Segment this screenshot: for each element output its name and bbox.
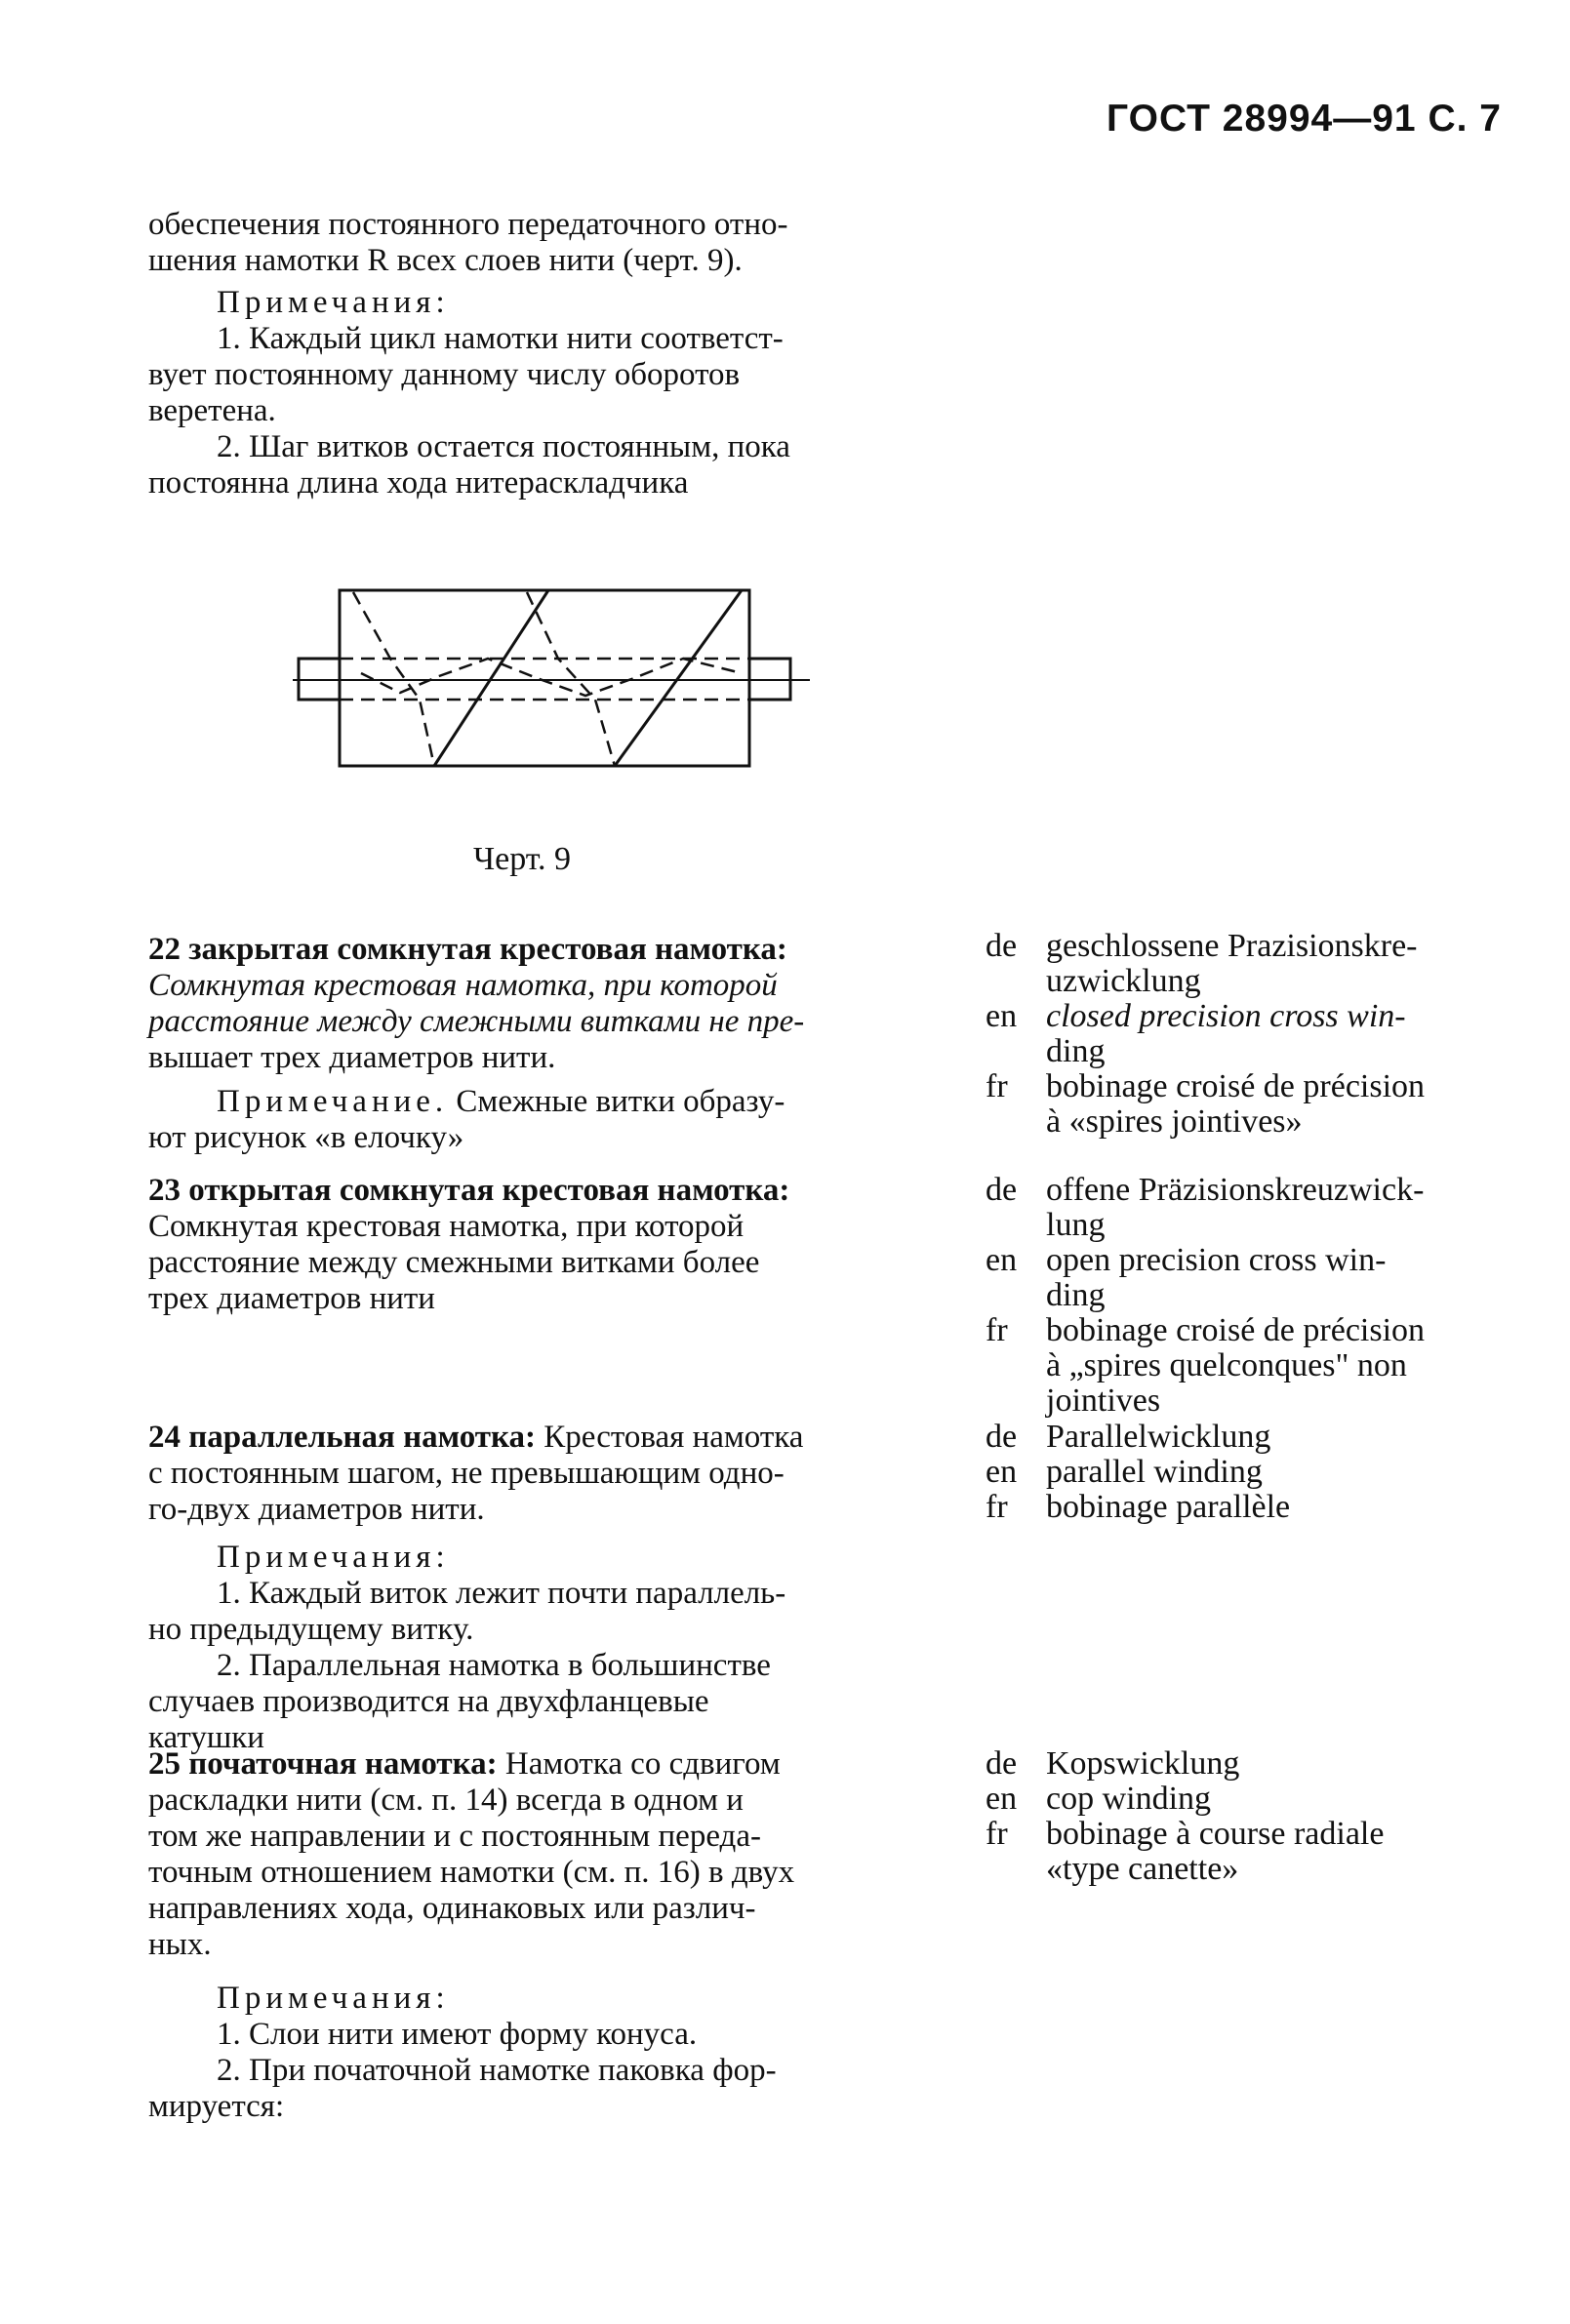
term-25-title: початочная намотка:: [188, 1746, 498, 1782]
term-23-de-1: offene Präzisionskreuzwick-: [1046, 1172, 1425, 1208]
term-22-lang-en: en: [986, 998, 1018, 1034]
term-24-note-1: 1. Каждый виток лежит почти параллель-: [217, 1576, 786, 1611]
intro-line-1: обеспечения постоянного передаточного отно-: [148, 207, 788, 242]
term-23-fr-3: jointives: [1046, 1382, 1161, 1419]
term-24-note-3: 2. Параллельная намотка в большинстве: [217, 1648, 771, 1683]
term-22-equivalents: [986, 929, 1527, 1140]
term-23-en-2: ding: [1046, 1277, 1106, 1313]
term-22: [148, 932, 939, 1156]
term-24-note-2: но предыдущему витку.: [148, 1612, 474, 1647]
term-24-first-line-rest: Крестовая намотка: [543, 1420, 804, 1455]
intro-note2-a: 2. Шаг витков остается постоянным, пока: [217, 429, 790, 464]
term-25-lang-en: en: [986, 1781, 1018, 1817]
term-23-number: 23: [148, 1173, 181, 1208]
term-24: [148, 1420, 939, 1756]
term-24-note-5: катушки: [148, 1720, 264, 1755]
term-24-lang-fr: fr: [986, 1489, 1008, 1525]
term-22-number: 22: [148, 932, 181, 967]
term-22-fr-1: bobinage croisé de précision: [1046, 1068, 1426, 1104]
winding-diagram: [293, 581, 820, 776]
term-23-title: открытая сомкнутая крестовая намотка:: [188, 1173, 790, 1208]
term-25-def-4: направлениях хода, одинаковых или различ-: [148, 1891, 756, 1926]
term-24-def-2: го-двух диаметров нити.: [148, 1492, 485, 1527]
term-24-note-4: случаев производится на двухфланцевые: [148, 1684, 709, 1719]
term-23-lang-en: en: [986, 1242, 1018, 1278]
term-25-equivalents: [986, 1746, 1527, 1887]
term-24-fr-1: bobinage parallèle: [1046, 1489, 1291, 1525]
term-22-lang-de: de: [986, 928, 1018, 964]
term-23-lang-de: de: [986, 1172, 1018, 1208]
term-24-en-1: parallel winding: [1046, 1454, 1263, 1490]
term-25-number: 25: [148, 1746, 181, 1782]
term-25-lang-fr: fr: [986, 1816, 1008, 1852]
term-22-def-2: расстояние между смежными витками не пре-: [148, 1004, 805, 1039]
term-23-def-2: расстояние между смежными витками более: [148, 1245, 760, 1280]
term-24-lang-de: de: [986, 1419, 1018, 1455]
term-22-note-label: Примечание.: [217, 1084, 449, 1119]
wave-dashed: [361, 659, 742, 696]
term-25-fr-2: «type canette»: [1046, 1851, 1239, 1887]
term-23-fr-1: bobinage croisé de précision: [1046, 1312, 1426, 1348]
intro-note2-b: постоянна длина хода нитераскладчика: [148, 465, 689, 501]
helix-solid-1: [434, 590, 548, 766]
term-25-def-2: том же направлении и с постоянным переда-: [148, 1819, 761, 1854]
term-23-def-3: трех диаметров нити: [148, 1281, 435, 1316]
term-25-def-3: точным отношением намотки (см. п. 16) в двух: [148, 1855, 795, 1890]
term-25-note-1: 1. Слои нити имеют форму конуса.: [217, 2017, 698, 2052]
package-body: [340, 590, 749, 766]
term-22-title: закрытая сомкнутая крестовая намотка:: [188, 932, 787, 967]
term-24-number: 24: [148, 1420, 181, 1455]
term-23: [148, 1173, 939, 1317]
intro-line-2: шения намотки R всех слоев нити (черт. 9).: [148, 243, 743, 278]
intro-note1-b: вует постоянному данному числу оборотов: [148, 357, 741, 392]
term-22-lang-fr: fr: [986, 1068, 1008, 1104]
intro-note1-a: 1. Каждый цикл намотки нити соответст-: [217, 321, 784, 356]
term-25-def-1: раскладки нити (см. п. 14) всегда в одном и: [148, 1783, 744, 1818]
term-22-def-1: Сомкнутая крестовая намотка, при которой: [148, 968, 778, 1003]
term-22-de-1: geschlossene Prazisionskre-: [1046, 928, 1418, 964]
term-22-def-3: вышает трех диаметров нити.: [148, 1040, 556, 1075]
term-25-note-3: мируется:: [148, 2089, 285, 2124]
term-25-first-line-rest: Намотка со сдвигом: [504, 1746, 781, 1782]
term-23-en-1: open precision cross win-: [1046, 1242, 1387, 1278]
term-25-en-1: cop winding: [1046, 1781, 1212, 1817]
term-25: [148, 1746, 939, 2125]
term-24-title: параллельная намотка:: [188, 1420, 536, 1455]
term-23-fr-2: à „spires quelconques" non: [1046, 1347, 1407, 1383]
term-24-notes-title: Примечания:: [217, 1540, 450, 1575]
term-23-equivalents: [986, 1173, 1527, 1419]
term-25-note-2: 2. При початочной намотке паковка фор-: [217, 2053, 777, 2088]
term-22-en-2: ding: [1046, 1033, 1106, 1069]
term-24-equivalents: [986, 1420, 1527, 1525]
term-22-note-1: Смежные витки образу-: [456, 1084, 785, 1119]
page-header: ГОСТ 28994—91 С. 7: [1107, 98, 1502, 140]
term-22-fr-2: à «spires jointives»: [1046, 1103, 1303, 1140]
term-23-def-1: Сомкнутая крестовая намотка, при которой: [148, 1209, 745, 1244]
term-24-de-1: Parallelwicklung: [1046, 1419, 1271, 1455]
term-22-note-2: ют рисунок «в елочку»: [148, 1120, 464, 1155]
intro-notes-title: Примечания:: [217, 285, 450, 320]
intro-note1-c: веретена.: [148, 393, 276, 428]
intro-section: [148, 207, 939, 501]
term-25-lang-de: de: [986, 1745, 1018, 1782]
term-22-de-2: uzwicklung: [1046, 963, 1201, 999]
term-23-de-2: lung: [1046, 1207, 1106, 1243]
term-25-de-1: Kopswicklung: [1046, 1745, 1240, 1782]
term-24-def-1: с постоянным шагом, не превышающим одно-: [148, 1456, 785, 1491]
figure-caption: Черт. 9: [473, 841, 572, 877]
helix-solid-2: [615, 590, 742, 766]
term-24-lang-en: en: [986, 1454, 1018, 1490]
term-22-en-1: closed precision cross win-: [1046, 998, 1406, 1034]
term-23-lang-fr: fr: [986, 1312, 1008, 1348]
term-25-def-5: ных.: [148, 1927, 212, 1962]
term-25-notes-title: Примечания:: [217, 1981, 450, 2016]
term-25-fr-1: bobinage à course radiale: [1046, 1816, 1385, 1852]
